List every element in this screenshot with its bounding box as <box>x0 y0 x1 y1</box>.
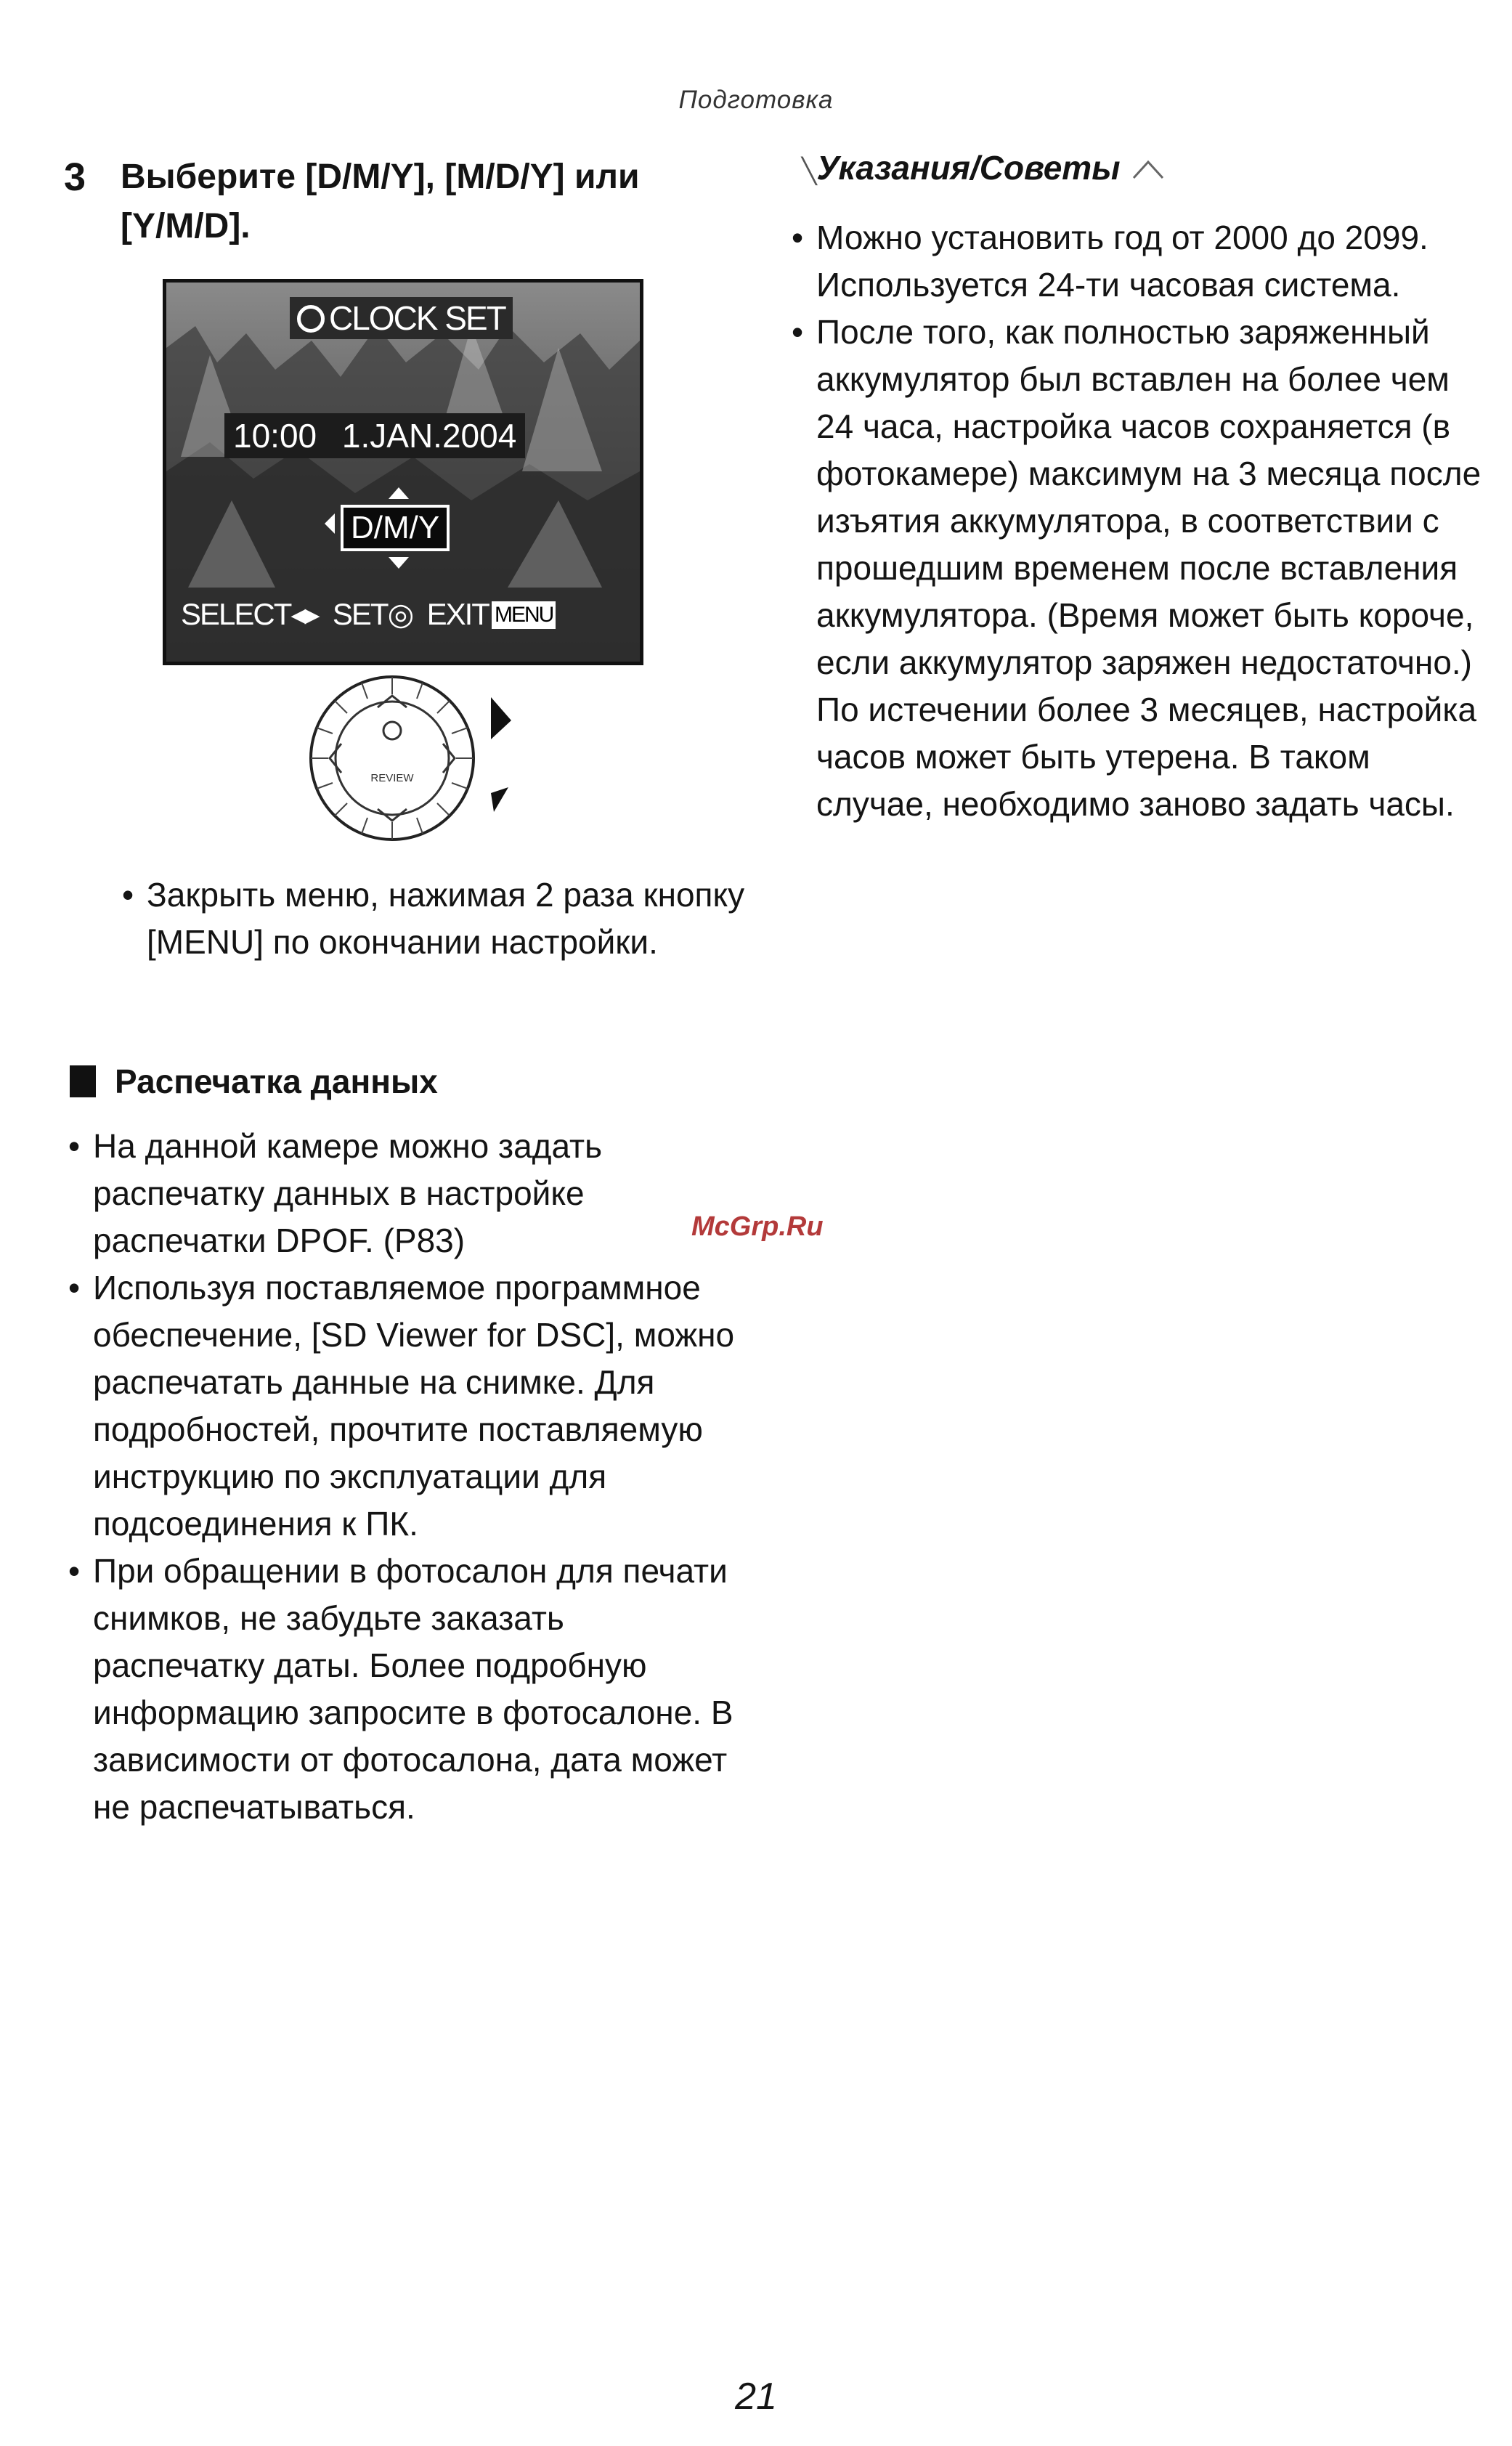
tips-list <box>792 214 1489 828</box>
down-arrow-icon <box>389 557 409 569</box>
list-item: • При обращении в фотосалон для печати снимков, не забудьте заказать распечатку даты. Более подробную информацию запросите в фотосалоне. В зависимости от фотосалона, дата может не распечатываться. <box>68 1548 736 1831</box>
step-text: Выберите [D/M/Y], [M/D/Y] или [Y/M/D]. <box>121 158 640 245</box>
screen-bottom-bar <box>181 596 556 632</box>
date-format-selector[interactable]: D/M/Y <box>341 505 450 551</box>
section-marker-icon <box>70 1065 96 1097</box>
tips-hat-icon <box>1129 156 1166 181</box>
time-value: 10:00 <box>233 417 317 455</box>
date-value: 1.JAN.2004 <box>341 417 517 455</box>
left-right-icon: ◂▸ <box>290 597 319 631</box>
exit-label: EXIT <box>426 597 489 631</box>
clock-set-label: CLOCK SET <box>329 299 505 337</box>
list-item: • Можно установить год от 2000 до 2099. Используется 24-ти часовая система. <box>792 214 1489 309</box>
watermark: McGrp.Ru <box>691 1211 824 1242</box>
tips-left-accent-icon: ╲ <box>802 158 817 185</box>
up-arrow-icon <box>389 487 409 499</box>
section-title: Распечатка данных <box>115 1062 438 1100</box>
clock-icon <box>297 305 325 333</box>
data-print-list <box>68 1123 736 1831</box>
list-item: • На данной камере можно задать распечатку данных в настройке распечатки DPOF. (P83) <box>68 1123 736 1264</box>
step-instruction <box>64 153 718 251</box>
dial-review-label: REVIEW <box>370 772 414 784</box>
date-time-display <box>224 413 525 458</box>
set-label: SET <box>332 597 388 631</box>
menu-badge: MENU <box>492 601 556 629</box>
close-menu-note <box>122 871 747 966</box>
dial-graphic <box>304 670 529 851</box>
left-arrow-icon <box>325 513 335 534</box>
clock-set-title <box>290 297 513 339</box>
cursor-dial <box>304 670 529 855</box>
page-number: 21 <box>735 2376 777 2418</box>
camera-screen <box>163 279 643 665</box>
select-label: SELECT <box>181 597 291 631</box>
tips-heading <box>802 148 1166 187</box>
list-item: • Используя поставляемое программное обеспечение, [SD Viewer for DSC], можно распечатать данные на снимке. Для подробностей, прочтите поставляемую инструкцию по эксплуатации для подсоединения к ПК. <box>68 1264 736 1548</box>
section-heading <box>70 1062 438 1101</box>
page-header: Подготовка <box>678 86 834 114</box>
step-number: 3 <box>64 155 86 199</box>
list-item: • После того, как полностью заряженный аккумулятор был вставлен на более чем 24 часа, настройка часов сохраняется (в фотокамере) максимум на 3 месяца после изъятия аккумулятора, в соответствии с прошедшим временем после вставления аккумулятора. (Время может быть короче, если аккумулятор заряжен недостаточно.) <box>792 309 1489 686</box>
tips-continuation: По истечении более 3 месяцев, настройка часов может быть утерена. В таком случае, необходимо заново задать часы. <box>816 691 1477 823</box>
set-button-icon: ◎ <box>387 597 413 631</box>
list-item: • Закрыть меню, нажимая 2 раза кнопку [MENU] по окончании настройки. <box>122 871 747 966</box>
tips-title: Указания/Советы <box>816 149 1121 187</box>
